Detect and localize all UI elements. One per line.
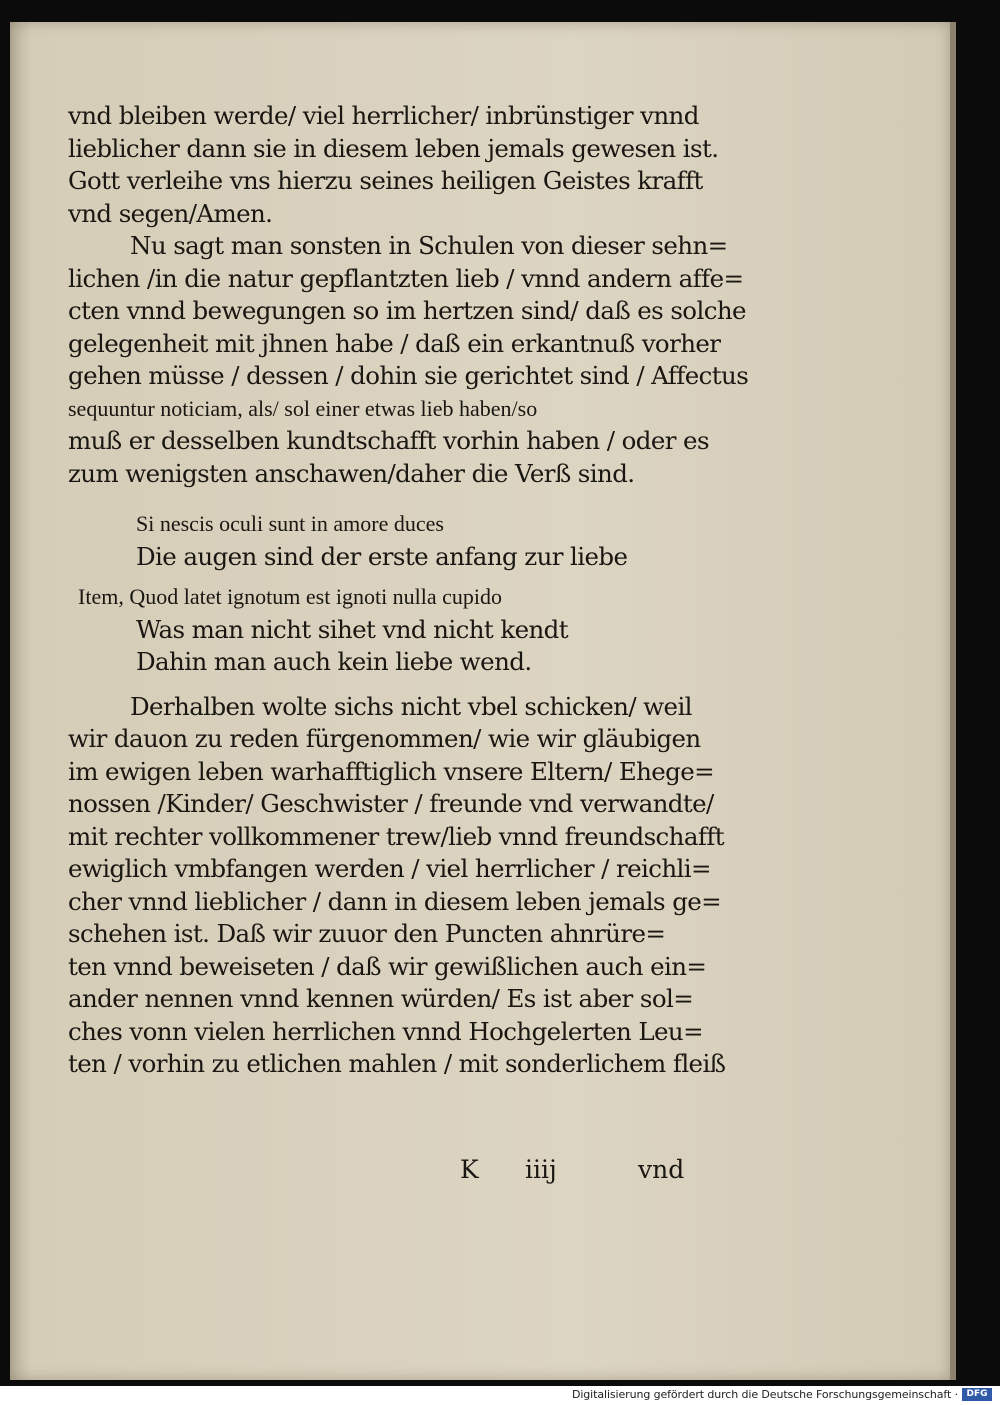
text-line: Nu sagt man sonsten in Schulen von dieser sehn= xyxy=(130,231,728,260)
text-line: Derhalben wolte sichs nicht vbel schicken/ weil xyxy=(130,691,692,721)
paragraph-1 xyxy=(68,100,719,230)
page-edge xyxy=(950,22,956,1380)
text-line: lieblicher dann sie in diesem leben jemals gewesen ist. xyxy=(68,133,719,163)
paragraph-3 xyxy=(68,691,726,1081)
verse-line: Si nescis oculi sunt in amore duces xyxy=(136,511,444,536)
text-line: wir dauon zu reden fürgenommen/ wie wir gläubigen xyxy=(68,724,701,753)
text-line: ches vonn vielen herrlichen vnnd Hochgelerten Leu= xyxy=(68,1016,704,1046)
verse-line: Was man nicht sihet vnd nicht kendt xyxy=(136,614,568,644)
text-line: nossen /Kinder/ Geschwister / freunde vnd verwandte/ xyxy=(68,789,714,818)
text-line: ewiglich vmbfangen werden / viel herrlicher / reichli= xyxy=(68,854,711,883)
text-line: gehen müsse / dessen / dohin sie gerichtet sind / Affectus xyxy=(68,361,749,390)
text-line: ander nennen vnnd kennen würden/ Es ist aber sol= xyxy=(68,984,694,1013)
spacer xyxy=(68,573,698,581)
text-line: Gott verleihe vns hierzu seines heiligen Geistes krafft xyxy=(68,166,703,195)
verse-1 xyxy=(68,508,698,573)
text-line: vnd bleiben werde/ viel herrlicher/ inbrünstiger vnnd xyxy=(68,101,699,130)
text-line: mit rechter vollkommener trew/lieb vnnd freundschafft xyxy=(68,821,725,851)
verse-line: Dahin man auch kein liebe wend. xyxy=(136,647,532,676)
verse-line: Die augen sind der erste anfang zur liebe xyxy=(136,541,628,571)
spacer xyxy=(68,490,698,508)
text-block xyxy=(68,100,749,1081)
text-line: im ewigen leben warhafftiglich vnsere Eltern/ Ehege= xyxy=(68,756,715,786)
text-line: ten / vorhin zu etlichen mahlen / mit sonderlichem fleiß xyxy=(68,1049,726,1078)
paragraph-2 xyxy=(68,230,749,490)
text-line: cher vnnd lieblicher / dann in diesem leben jemals ge= xyxy=(68,886,722,916)
signature-mark: K xyxy=(460,1155,479,1184)
verse-2 xyxy=(68,581,698,679)
text-line: lichen /in die natur gepflantzten lieb / vnnd andern affe= xyxy=(68,263,744,293)
text-line: cten vnnd bewegungen so im hertzen sind/ daß es solche xyxy=(68,296,746,325)
text-line: vnd segen/Amen. xyxy=(68,198,273,228)
verse-line: Item, Quod latet ignotum est ignoti nulla cupido xyxy=(78,584,503,609)
dfg-logo: DFG xyxy=(962,1388,992,1401)
catchword: vnd xyxy=(638,1155,685,1184)
text-line: ten vnnd beweiseten / daß wir gewißlichen auch ein= xyxy=(68,951,707,981)
spacer xyxy=(68,679,698,691)
text-line: sequuntur noticiam, als/ sol einer etwas lieb haben/so xyxy=(68,395,538,421)
signature-number: iiij xyxy=(525,1155,557,1184)
text-line: gelegenheit mit jhnen habe / daß ein erkantnuß vorher xyxy=(68,328,721,358)
text-line: muß er desselben kundtschafft vorhin haben / oder es xyxy=(68,426,709,455)
funding-credit: Digitalisierung gefördert durch die Deutsche Forschungsgemeinschaft · xyxy=(571,1388,958,1401)
footer-bar xyxy=(0,1386,1000,1405)
text-line: zum wenigsten anschawen/daher die Verß sind. xyxy=(68,458,635,488)
text-line: schehen ist. Daß wir zuuor den Puncten ahnrüre= xyxy=(68,919,666,948)
